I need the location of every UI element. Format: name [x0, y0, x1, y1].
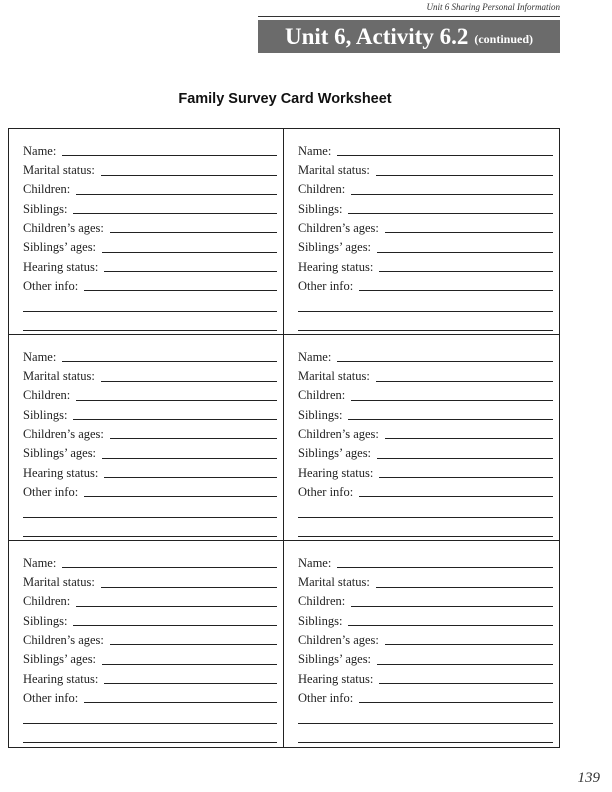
answer-line[interactable] [351, 390, 553, 401]
field-label: Marital status: [23, 163, 95, 178]
field-label: Hearing status: [23, 671, 99, 686]
field-label: Siblings: [23, 613, 68, 628]
extra-answer-line[interactable] [23, 724, 277, 743]
survey-field [23, 460, 277, 479]
field-label: Children’s ages: [298, 220, 379, 235]
extra-answer-line[interactable] [298, 292, 553, 311]
field-label: Hearing status: [23, 259, 99, 274]
answer-line[interactable] [101, 371, 277, 382]
survey-card [9, 541, 284, 747]
survey-field [298, 383, 553, 402]
extra-answer-line[interactable] [298, 724, 553, 743]
answer-line[interactable] [104, 673, 277, 684]
answer-line[interactable] [73, 409, 277, 420]
page-number: 139 [577, 770, 600, 786]
field-label: Children’s ages: [23, 220, 104, 235]
answer-line[interactable] [385, 428, 553, 439]
survey-field [298, 685, 553, 704]
survey-field [298, 589, 553, 608]
survey-field [23, 157, 277, 176]
survey-field [23, 273, 277, 292]
field-label: Siblings’ ages: [23, 240, 97, 255]
survey-field [23, 666, 277, 685]
survey-field [298, 363, 553, 382]
survey-card [9, 335, 284, 541]
survey-card [284, 129, 559, 335]
answer-line[interactable] [110, 634, 277, 645]
field-label: Siblings’ ages: [23, 652, 97, 667]
survey-field [298, 421, 553, 440]
extra-answer-line[interactable] [298, 704, 553, 723]
answer-line[interactable] [110, 222, 277, 233]
field-label: Hearing status: [298, 465, 374, 480]
field-label: Name: [298, 143, 332, 158]
answer-line[interactable] [385, 634, 553, 645]
survey-field [23, 177, 277, 196]
field-label: Other info: [23, 690, 79, 705]
answer-line[interactable] [62, 557, 277, 568]
survey-field [298, 215, 553, 234]
field-label: Name: [298, 555, 332, 570]
field-label: Name: [23, 349, 57, 364]
answer-line[interactable] [76, 596, 277, 607]
field-label: Siblings’ ages: [23, 446, 97, 461]
field-label: Hearing status: [23, 465, 99, 480]
survey-field [23, 234, 277, 253]
answer-line[interactable] [376, 577, 553, 588]
survey-field [23, 550, 277, 569]
survey-field [23, 440, 277, 459]
answer-line[interactable] [104, 467, 277, 478]
field-label: Name: [23, 555, 57, 570]
field-label: Hearing status: [298, 671, 374, 686]
survey-card [284, 541, 559, 747]
survey-field [23, 402, 277, 421]
activity-title-suffix: (continued) [474, 32, 534, 46]
answer-line[interactable] [62, 351, 277, 362]
survey-field [23, 254, 277, 273]
extra-answer-line[interactable] [23, 518, 277, 537]
field-label: Children: [298, 388, 346, 403]
extra-answer-line[interactable] [23, 498, 277, 517]
field-label: Name: [298, 349, 332, 364]
answer-line[interactable] [337, 145, 553, 156]
answer-line[interactable] [376, 165, 553, 176]
answer-line[interactable] [337, 351, 553, 362]
field-label: Children: [23, 388, 71, 403]
answer-line[interactable] [348, 203, 553, 214]
answer-line[interactable] [102, 242, 277, 253]
field-label: Siblings’ ages: [298, 652, 372, 667]
survey-field [298, 254, 553, 273]
field-label: Siblings: [23, 201, 68, 216]
field-label: Marital status: [298, 163, 370, 178]
survey-field [23, 344, 277, 363]
answer-line[interactable] [359, 692, 553, 703]
field-label: Siblings: [298, 407, 343, 422]
survey-field [23, 569, 277, 588]
survey-field [298, 666, 553, 685]
activity-title: Unit 6, Activity 6.2 [284, 23, 469, 49]
field-label: Siblings’ ages: [298, 240, 372, 255]
field-label: Name: [23, 143, 57, 158]
answer-line[interactable] [377, 242, 553, 253]
answer-line[interactable] [348, 615, 553, 626]
field-label: Children: [23, 182, 71, 197]
answer-line[interactable] [359, 280, 553, 291]
survey-field [298, 196, 553, 215]
survey-card [9, 129, 284, 335]
field-label: Other info: [298, 690, 354, 705]
survey-field [23, 363, 277, 382]
field-label: Children’s ages: [23, 426, 104, 441]
survey-field [298, 177, 553, 196]
survey-field [298, 138, 553, 157]
field-label: Marital status: [23, 369, 95, 384]
survey-field [298, 157, 553, 176]
survey-field [23, 138, 277, 157]
survey-field [23, 196, 277, 215]
answer-line[interactable] [385, 222, 553, 233]
answer-line[interactable] [76, 390, 277, 401]
survey-field [23, 479, 277, 498]
survey-field [298, 234, 553, 253]
field-label: Children: [298, 594, 346, 609]
answer-line[interactable] [102, 654, 277, 665]
answer-line[interactable] [379, 261, 553, 272]
survey-field [298, 440, 553, 459]
answer-line[interactable] [379, 467, 553, 478]
answer-line[interactable] [337, 557, 553, 568]
field-label: Marital status: [23, 575, 95, 590]
survey-field [23, 608, 277, 627]
survey-field [23, 421, 277, 440]
field-label: Children’s ages: [23, 632, 104, 647]
answer-line[interactable] [73, 615, 277, 626]
survey-card-grid [8, 128, 560, 748]
survey-field [298, 569, 553, 588]
survey-field [298, 627, 553, 646]
answer-line[interactable] [84, 692, 277, 703]
extra-answer-line[interactable] [298, 518, 553, 537]
survey-field [23, 685, 277, 704]
answer-line[interactable] [84, 486, 277, 497]
answer-line[interactable] [110, 428, 277, 439]
worksheet-title: Family Survey Card Worksheet [178, 91, 392, 107]
field-label: Siblings’ ages: [298, 446, 372, 461]
survey-field [23, 627, 277, 646]
answer-line[interactable] [84, 280, 277, 291]
field-label: Marital status: [298, 369, 370, 384]
field-label: Siblings: [298, 201, 343, 216]
survey-field [23, 646, 277, 665]
field-label: Children’s ages: [298, 426, 379, 441]
survey-field [298, 608, 553, 627]
survey-field [298, 460, 553, 479]
running-head: Unit 6 Sharing Personal Information [426, 2, 560, 12]
header-rule [258, 16, 560, 17]
answer-line[interactable] [379, 673, 553, 684]
answer-line[interactable] [351, 596, 553, 607]
field-label: Other info: [298, 484, 354, 499]
survey-card [284, 335, 559, 541]
survey-field [23, 383, 277, 402]
answer-line[interactable] [377, 448, 553, 459]
answer-line[interactable] [102, 448, 277, 459]
answer-line[interactable] [377, 654, 553, 665]
field-label: Children: [23, 594, 71, 609]
activity-title-banner [258, 20, 560, 53]
field-label: Other info: [298, 278, 354, 293]
answer-line[interactable] [351, 184, 553, 195]
field-label: Hearing status: [298, 259, 374, 274]
answer-line[interactable] [348, 409, 553, 420]
field-label: Other info: [23, 484, 79, 499]
field-label: Children: [298, 182, 346, 197]
extra-answer-line[interactable] [298, 498, 553, 517]
extra-answer-line[interactable] [298, 312, 553, 331]
survey-field [298, 479, 553, 498]
field-label: Marital status: [298, 575, 370, 590]
field-label: Other info: [23, 278, 79, 293]
answer-line[interactable] [104, 261, 277, 272]
survey-field [23, 589, 277, 608]
extra-answer-line[interactable] [23, 312, 277, 331]
field-label: Siblings: [298, 613, 343, 628]
field-label: Siblings: [23, 407, 68, 422]
answer-line[interactable] [376, 371, 553, 382]
answer-line[interactable] [73, 203, 277, 214]
survey-field [298, 550, 553, 569]
survey-field [298, 273, 553, 292]
extra-answer-line[interactable] [23, 292, 277, 311]
answer-line[interactable] [101, 577, 277, 588]
answer-line[interactable] [76, 184, 277, 195]
field-label: Children’s ages: [298, 632, 379, 647]
survey-field [298, 402, 553, 421]
answer-line[interactable] [62, 145, 277, 156]
answer-line[interactable] [101, 165, 277, 176]
survey-field [298, 646, 553, 665]
extra-answer-line[interactable] [23, 704, 277, 723]
survey-field [298, 344, 553, 363]
answer-line[interactable] [359, 486, 553, 497]
survey-field [23, 215, 277, 234]
